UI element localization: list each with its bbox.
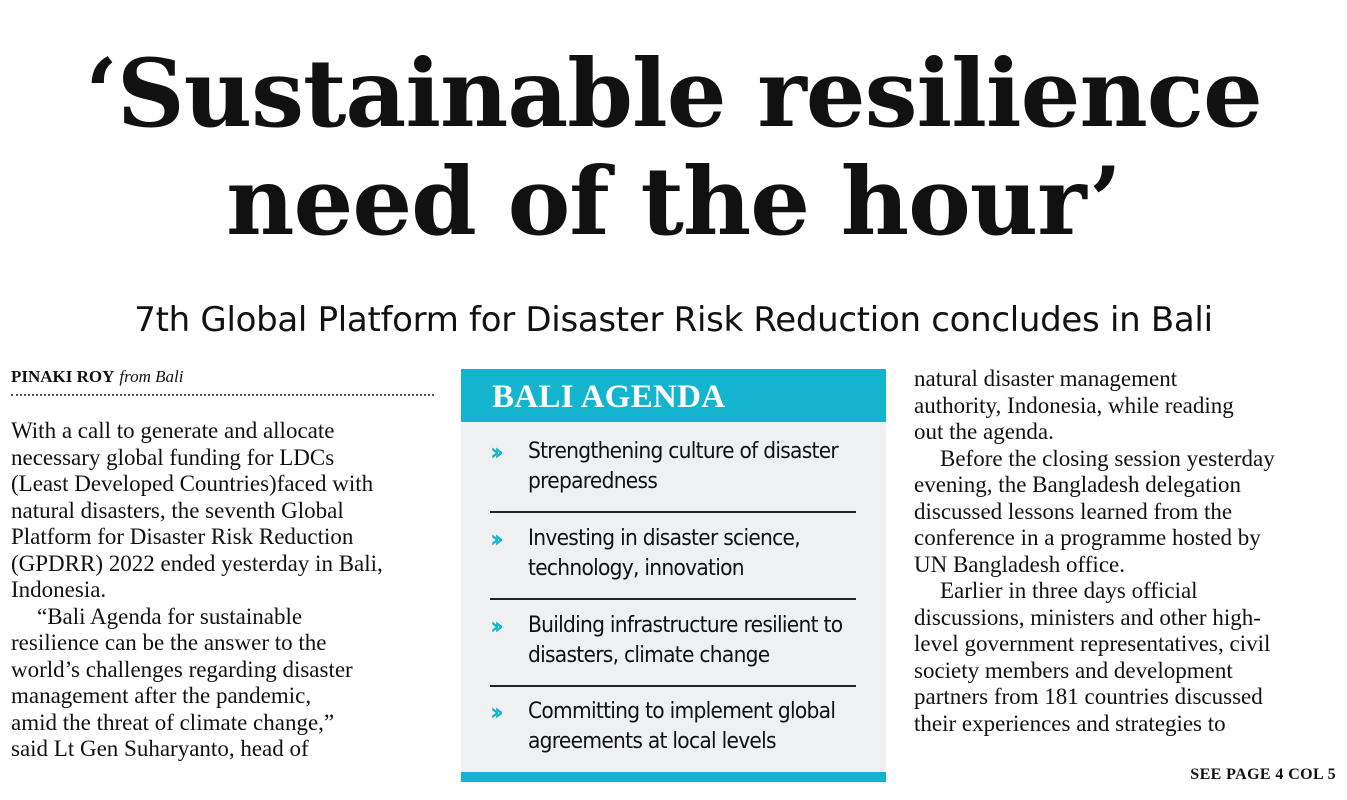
text-line: society members and development	[914, 657, 1233, 683]
bali-agenda-sidebar	[461, 369, 886, 782]
text-line: Indonesia.	[11, 577, 107, 602]
text-line: With a call to generate and allocate	[11, 418, 335, 443]
text-line: discussed lessons learned from the	[914, 498, 1233, 524]
text-line: conference in a programme hosted by	[914, 525, 1261, 550]
left-column	[11, 418, 436, 763]
paragraph	[11, 604, 436, 763]
text-line: resilience can be the answer to the	[11, 630, 327, 655]
text-line: natural disasters, the seventh Global	[11, 497, 344, 523]
text-line: UN Bangladesh office.	[914, 551, 1125, 577]
sidebar-title: BALI AGENDA	[461, 369, 886, 422]
continuation-note: SEE PAGE 4 COL 5	[1190, 766, 1336, 783]
double-chevron-right-icon: ››	[490, 438, 498, 466]
double-chevron-right-icon: ››	[490, 525, 498, 553]
text-line: Platform for Disaster Risk Reduction	[11, 524, 354, 549]
paragraph	[11, 418, 436, 604]
agenda-item-line: technology, innovation	[528, 556, 744, 581]
text-line: “Bali Agenda for sustainable	[37, 603, 303, 629]
paragraph	[914, 578, 1339, 737]
sidebar-bottom-bar	[461, 772, 886, 782]
text-line: level government representatives, civil	[914, 631, 1271, 656]
text-line: natural disaster management	[914, 366, 1178, 391]
agenda-item-line: Committing to implement global	[528, 699, 836, 724]
byline	[11, 366, 434, 396]
text-line: management after the pandemic,	[11, 683, 312, 708]
text-line: necessary global funding for LDCs	[11, 444, 335, 470]
paragraph	[914, 366, 1339, 446]
text-line: evening, the Bangladesh delegation	[914, 472, 1242, 497]
agenda-item	[490, 611, 856, 687]
headline	[0, 40, 1347, 256]
byline-author: PINAKI ROY	[11, 367, 115, 386]
text-line: discussions, ministers and other high-	[914, 604, 1261, 630]
text-line: Before the closing session yesterday	[940, 445, 1275, 471]
headline-line-2: need of the hour’	[226, 147, 1121, 257]
text-line: their experiences and strategies to	[914, 710, 1226, 736]
subheadline: 7th Global Platform for Disaster Risk Reduction concludes in Bali	[134, 300, 1213, 340]
paragraph	[914, 446, 1339, 579]
agenda-item	[490, 437, 856, 513]
text-line: authority, Indonesia, while reading	[914, 392, 1234, 418]
headline-line-1: ‘Sustainable resilience	[85, 39, 1262, 149]
agenda-item	[490, 524, 856, 600]
agenda-item-line: Strengthening culture of disaster	[528, 439, 839, 464]
text-line: (GPDRR) 2022 ended yesterday in Bali,	[11, 550, 383, 576]
agenda-item-line: Building infrastructure resilient to	[528, 613, 843, 638]
agenda-item-line: disasters, climate change	[528, 643, 770, 668]
agenda-item-line: agreements at local levels	[528, 729, 776, 754]
text-line: world’s challenges regarding disaster	[11, 656, 353, 682]
double-chevron-right-icon: ››	[490, 612, 498, 640]
text-line: out the agenda.	[914, 419, 1054, 444]
text-line: (Least Developed Countries)faced with	[11, 471, 374, 496]
text-line: said Lt Gen Suharyanto, head of	[11, 736, 309, 761]
agenda-item-line: preparedness	[528, 469, 658, 494]
text-line: partners from 181 countries discussed	[914, 684, 1263, 709]
double-chevron-right-icon: ››	[490, 698, 498, 726]
right-column	[914, 366, 1339, 737]
agenda-item-line: Investing in disaster science,	[528, 526, 800, 551]
text-line: amid the threat of climate change,”	[11, 709, 335, 735]
byline-location: from Bali	[119, 367, 184, 386]
agenda-item	[490, 697, 856, 757]
text-line: Earlier in three days official	[940, 578, 1198, 603]
